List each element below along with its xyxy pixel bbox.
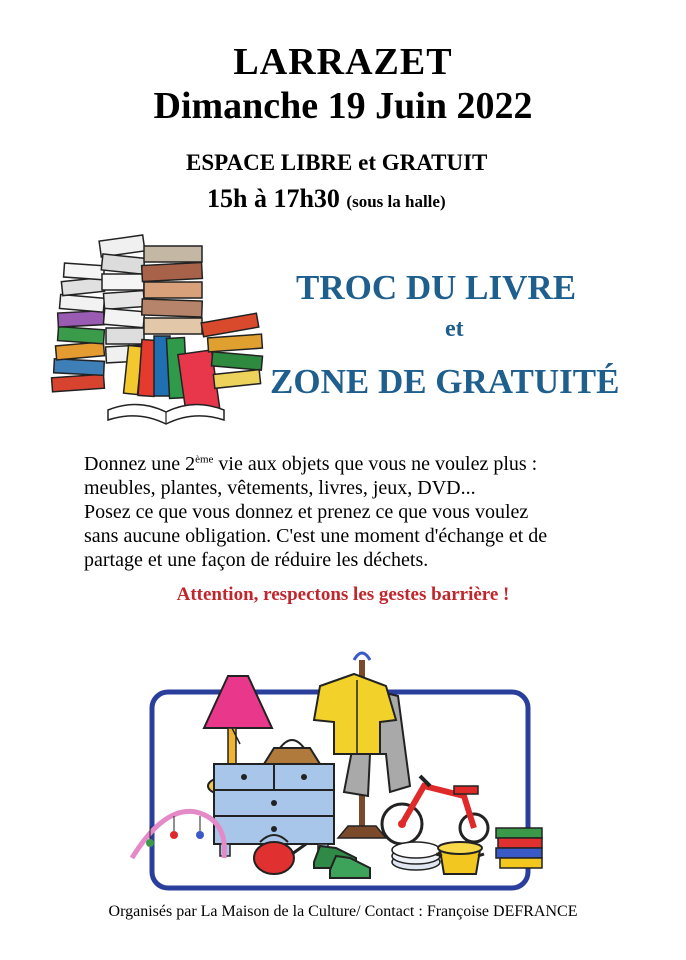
title-troc-du-livre: TROC DU LIVRE bbox=[296, 268, 577, 307]
title-zone-de-gratuite: ZONE DE GRATUITÉ bbox=[270, 362, 620, 401]
description-line-5: partage et une façon de réduire les déchets. bbox=[84, 549, 429, 571]
footer-organizer: Organisés par La Maison de la Culture/ Contact : Françoise DEFRANCE bbox=[108, 903, 578, 920]
cooking-pot bbox=[436, 842, 484, 874]
open-book bbox=[108, 404, 224, 424]
stack-of-books-illustration bbox=[48, 228, 270, 428]
hours-note: (sous la halle) bbox=[346, 192, 446, 211]
event-hours bbox=[207, 184, 446, 214]
space-info: ESPACE LIBRE et GRATUIT bbox=[186, 150, 488, 175]
description-line-3: Posez ce que vous donnez et prenez ce que vous voulez bbox=[84, 501, 529, 523]
line1-post: vie aux objets que vous ne voulez plus : bbox=[213, 453, 538, 475]
small-book-stack bbox=[496, 828, 542, 868]
second-hand-items-illustration bbox=[124, 636, 554, 896]
description-text bbox=[84, 452, 624, 572]
left-book-stack bbox=[52, 263, 105, 392]
title-et: et bbox=[445, 316, 464, 342]
plates bbox=[392, 842, 440, 870]
event-date: Dimanche 19 Juin 2022 bbox=[153, 85, 533, 127]
line1-sup: ème bbox=[195, 453, 214, 466]
warning-text: Attention, respectons les gestes barrière ! bbox=[176, 584, 510, 605]
line1-pre: Donnez une 2 bbox=[84, 453, 196, 475]
description-line-2: meubles, plantes, vêtements, livres, jeux, DVD... bbox=[84, 477, 476, 499]
town-name: LARRAZET bbox=[233, 41, 453, 83]
middle-book-stack bbox=[99, 235, 145, 363]
description-line-4: sans aucune obligation. C'est une moment d'échange et de bbox=[84, 525, 548, 547]
hours-text: 15h à 17h30 bbox=[207, 184, 340, 213]
right-book-stack bbox=[142, 246, 203, 334]
description-line-1 bbox=[84, 452, 624, 476]
